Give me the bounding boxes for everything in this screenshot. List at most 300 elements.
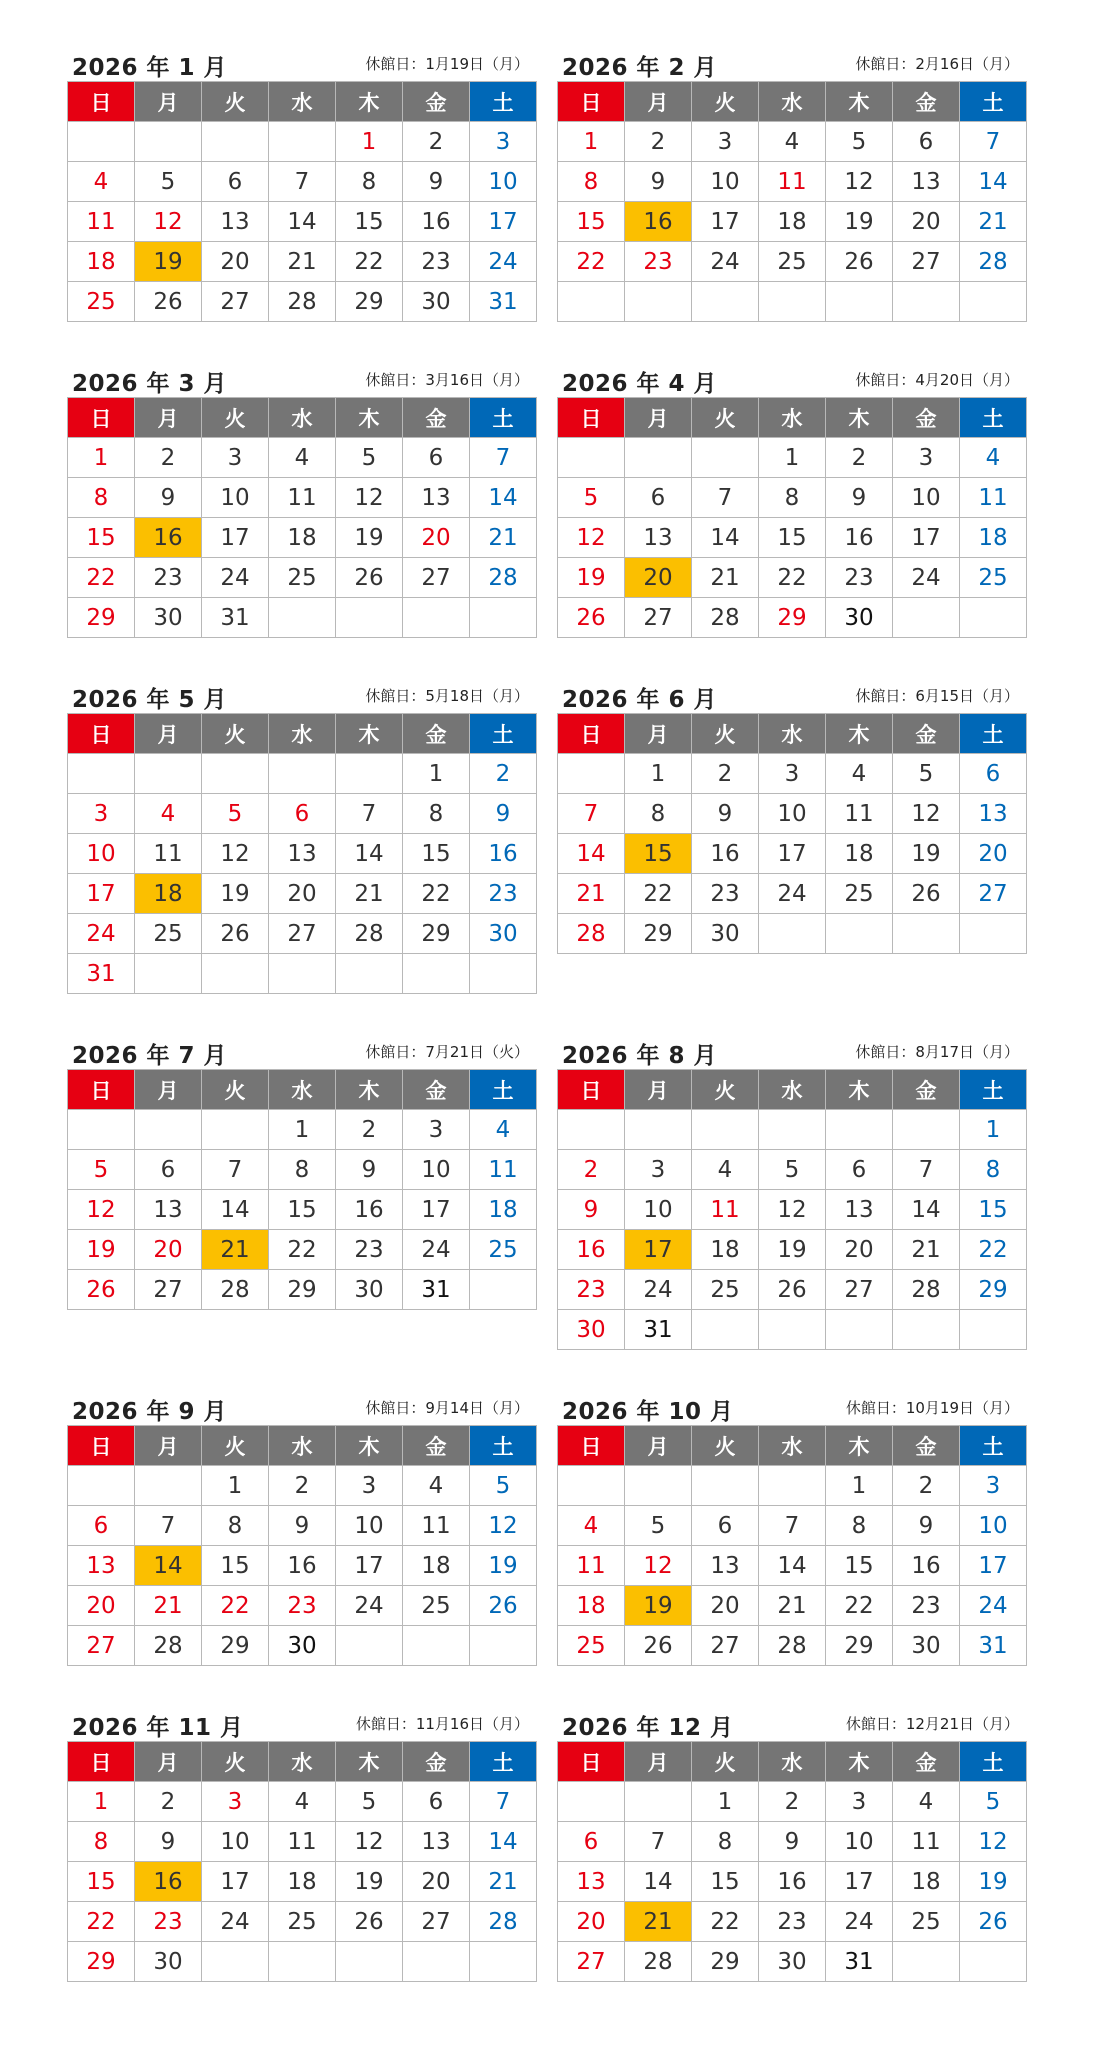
day-cell: 22 xyxy=(403,874,470,914)
weekday-header: 日 xyxy=(558,1742,625,1782)
week-row xyxy=(558,1546,1027,1586)
empty-cell xyxy=(558,754,625,794)
day-cell: 22 xyxy=(202,1586,269,1626)
empty-cell xyxy=(960,1310,1027,1350)
day-cell: 13 xyxy=(135,1190,202,1230)
day-cell: 4 xyxy=(68,162,135,202)
day-cell: 12 xyxy=(759,1190,826,1230)
day-cell: 22 xyxy=(336,242,403,282)
week-row xyxy=(558,518,1027,558)
week-row xyxy=(68,1230,537,1270)
weekday-header: 日 xyxy=(68,1070,135,1110)
day-cell: 3 xyxy=(68,794,135,834)
day-cell: 26 xyxy=(625,1626,692,1666)
day-cell: 26 xyxy=(960,1902,1027,1942)
day-cell: 27 xyxy=(558,1942,625,1982)
day-cell: 4 xyxy=(135,794,202,834)
empty-cell xyxy=(269,954,336,994)
day-cell: 4 xyxy=(692,1150,759,1190)
empty-cell xyxy=(960,1942,1027,1982)
day-cell: 12 xyxy=(470,1506,537,1546)
day-cell: 18 xyxy=(692,1230,759,1270)
day-cell: 22 xyxy=(759,558,826,598)
empty-cell xyxy=(470,954,537,994)
weekday-header: 木 xyxy=(336,1070,403,1110)
day-cell: 16 xyxy=(336,1190,403,1230)
weekday-header-row xyxy=(558,1742,1027,1782)
day-cell: 20 xyxy=(692,1586,759,1626)
day-cell: 27 xyxy=(826,1270,893,1310)
month-header xyxy=(67,1391,537,1425)
weekday-header: 月 xyxy=(135,1070,202,1110)
day-cell: 26 xyxy=(826,242,893,282)
day-cell: 19 xyxy=(893,834,960,874)
empty-cell xyxy=(692,1110,759,1150)
empty-cell xyxy=(269,1942,336,1982)
day-cell: 29 xyxy=(625,914,692,954)
day-cell: 19 xyxy=(336,518,403,558)
weekday-header: 土 xyxy=(960,398,1027,438)
day-cell: 15 xyxy=(336,202,403,242)
weekday-header-row xyxy=(68,714,537,754)
day-cell: 25 xyxy=(960,558,1027,598)
weekday-header: 日 xyxy=(68,398,135,438)
day-cell: 1 xyxy=(625,754,692,794)
day-cell: 27 xyxy=(135,1270,202,1310)
week-row xyxy=(68,1506,537,1546)
empty-cell xyxy=(893,1110,960,1150)
weekday-header: 日 xyxy=(558,398,625,438)
day-cell: 10 xyxy=(960,1506,1027,1546)
week-row xyxy=(558,242,1027,282)
month-grid xyxy=(557,1425,1027,1666)
day-cell: 26 xyxy=(759,1270,826,1310)
empty-cell xyxy=(625,1110,692,1150)
week-row xyxy=(558,874,1027,914)
closed-day-note: 休館日：7月21日（火） xyxy=(365,1043,529,1061)
month-grid xyxy=(67,397,537,638)
empty-cell xyxy=(336,598,403,638)
day-cell: 27 xyxy=(893,242,960,282)
weekday-header: 日 xyxy=(68,1742,135,1782)
empty-cell xyxy=(336,954,403,994)
day-cell: 19 xyxy=(759,1230,826,1270)
day-cell: 24 xyxy=(202,558,269,598)
day-cell: 29 xyxy=(68,598,135,638)
day-cell: 15 xyxy=(403,834,470,874)
empty-cell xyxy=(68,754,135,794)
day-cell: 8 xyxy=(826,1506,893,1546)
day-cell: 1 xyxy=(68,1782,135,1822)
empty-cell xyxy=(135,122,202,162)
weekday-header: 木 xyxy=(336,82,403,122)
weekday-header-row xyxy=(68,1742,537,1782)
weekday-header: 水 xyxy=(759,82,826,122)
month-title: 2026 年 1 月 xyxy=(72,55,228,81)
day-cell: 3 xyxy=(692,122,759,162)
day-cell: 10 xyxy=(893,478,960,518)
weekday-header: 土 xyxy=(960,82,1027,122)
empty-cell xyxy=(826,1310,893,1350)
day-cell: 2 xyxy=(135,438,202,478)
closed-day-cell: 17 xyxy=(625,1230,692,1270)
day-cell: 5 xyxy=(558,478,625,518)
day-cell: 22 xyxy=(692,1902,759,1942)
day-cell: 14 xyxy=(336,834,403,874)
weekday-header: 火 xyxy=(202,1742,269,1782)
day-cell: 23 xyxy=(135,1902,202,1942)
empty-cell xyxy=(269,754,336,794)
day-cell: 6 xyxy=(68,1506,135,1546)
day-cell: 29 xyxy=(68,1942,135,1982)
day-cell: 29 xyxy=(202,1626,269,1666)
weekday-header: 月 xyxy=(625,398,692,438)
month-title: 2026 年 3 月 xyxy=(72,371,228,397)
day-cell: 25 xyxy=(135,914,202,954)
week-row xyxy=(558,202,1027,242)
day-cell: 7 xyxy=(269,162,336,202)
day-cell: 10 xyxy=(759,794,826,834)
day-cell: 4 xyxy=(893,1782,960,1822)
empty-cell xyxy=(336,1942,403,1982)
day-cell: 21 xyxy=(336,874,403,914)
empty-cell xyxy=(960,598,1027,638)
day-cell: 29 xyxy=(336,282,403,322)
day-cell: 21 xyxy=(470,1862,537,1902)
weekday-header: 水 xyxy=(269,1070,336,1110)
empty-cell xyxy=(68,1466,135,1506)
day-cell: 10 xyxy=(826,1822,893,1862)
week-row xyxy=(68,1626,537,1666)
day-cell: 3 xyxy=(403,1110,470,1150)
week-row xyxy=(68,1110,537,1150)
week-row xyxy=(68,1862,537,1902)
month-calendar xyxy=(67,47,537,322)
empty-cell xyxy=(960,282,1027,322)
day-cell: 6 xyxy=(960,754,1027,794)
empty-cell xyxy=(692,1310,759,1350)
day-cell: 13 xyxy=(625,518,692,558)
week-row xyxy=(558,1270,1027,1310)
weekday-header: 日 xyxy=(558,82,625,122)
day-cell: 25 xyxy=(692,1270,759,1310)
weekday-header: 火 xyxy=(692,714,759,754)
weekday-header: 木 xyxy=(826,1742,893,1782)
weekday-header-row xyxy=(68,398,537,438)
weekday-header: 土 xyxy=(470,1742,537,1782)
day-cell: 16 xyxy=(826,518,893,558)
weekday-header: 土 xyxy=(960,1426,1027,1466)
weekday-header: 日 xyxy=(68,1426,135,1466)
day-cell: 15 xyxy=(826,1546,893,1586)
week-row xyxy=(68,834,537,874)
day-cell: 17 xyxy=(893,518,960,558)
day-cell: 16 xyxy=(470,834,537,874)
empty-cell xyxy=(403,598,470,638)
day-cell: 19 xyxy=(470,1546,537,1586)
weekday-header: 木 xyxy=(826,82,893,122)
week-row xyxy=(68,122,537,162)
empty-cell xyxy=(202,954,269,994)
day-cell: 22 xyxy=(960,1230,1027,1270)
day-cell: 4 xyxy=(826,754,893,794)
week-row xyxy=(68,954,537,994)
day-cell: 1 xyxy=(68,438,135,478)
day-cell: 4 xyxy=(759,122,826,162)
day-cell: 25 xyxy=(269,558,336,598)
empty-cell xyxy=(403,954,470,994)
day-cell: 15 xyxy=(68,518,135,558)
weekday-header: 木 xyxy=(826,1070,893,1110)
day-cell: 3 xyxy=(893,438,960,478)
day-cell: 22 xyxy=(68,1902,135,1942)
month-grid xyxy=(557,81,1027,322)
day-cell: 9 xyxy=(893,1506,960,1546)
day-cell: 30 xyxy=(826,598,893,638)
weekday-header: 木 xyxy=(336,398,403,438)
weekday-header: 木 xyxy=(336,1426,403,1466)
day-cell: 10 xyxy=(202,1822,269,1862)
day-cell: 8 xyxy=(269,1150,336,1190)
empty-cell xyxy=(826,282,893,322)
day-cell: 28 xyxy=(692,598,759,638)
weekday-header: 火 xyxy=(692,1742,759,1782)
empty-cell xyxy=(403,1626,470,1666)
day-cell: 27 xyxy=(202,282,269,322)
day-cell: 7 xyxy=(893,1150,960,1190)
day-cell: 26 xyxy=(893,874,960,914)
closed-day-cell: 18 xyxy=(135,874,202,914)
weekday-header: 月 xyxy=(135,1426,202,1466)
day-cell: 20 xyxy=(960,834,1027,874)
day-cell: 9 xyxy=(470,794,537,834)
week-row xyxy=(558,754,1027,794)
empty-cell xyxy=(68,122,135,162)
day-cell: 14 xyxy=(759,1546,826,1586)
day-cell: 11 xyxy=(558,1546,625,1586)
empty-cell xyxy=(759,282,826,322)
day-cell: 28 xyxy=(759,1626,826,1666)
day-cell: 5 xyxy=(68,1150,135,1190)
day-cell: 8 xyxy=(403,794,470,834)
day-cell: 17 xyxy=(826,1862,893,1902)
weekday-header: 日 xyxy=(558,714,625,754)
empty-cell xyxy=(336,754,403,794)
day-cell: 30 xyxy=(470,914,537,954)
empty-cell xyxy=(336,1626,403,1666)
day-cell: 19 xyxy=(960,1862,1027,1902)
month-title: 2026 年 10 月 xyxy=(562,1399,734,1425)
day-cell: 9 xyxy=(403,162,470,202)
day-cell: 22 xyxy=(826,1586,893,1626)
month-header xyxy=(557,1035,1027,1069)
month-calendar xyxy=(557,363,1027,638)
day-cell: 28 xyxy=(470,1902,537,1942)
empty-cell xyxy=(625,282,692,322)
day-cell: 20 xyxy=(403,1862,470,1902)
day-cell: 7 xyxy=(625,1822,692,1862)
day-cell: 5 xyxy=(759,1150,826,1190)
day-cell: 29 xyxy=(692,1942,759,1982)
weekday-header: 日 xyxy=(558,1070,625,1110)
weekday-header: 月 xyxy=(135,82,202,122)
day-cell: 19 xyxy=(826,202,893,242)
day-cell: 2 xyxy=(269,1466,336,1506)
day-cell: 1 xyxy=(269,1110,336,1150)
day-cell: 9 xyxy=(826,478,893,518)
empty-cell xyxy=(403,1942,470,1982)
day-cell: 5 xyxy=(960,1782,1027,1822)
day-cell: 17 xyxy=(759,834,826,874)
empty-cell xyxy=(692,1466,759,1506)
empty-cell xyxy=(893,914,960,954)
week-row xyxy=(558,834,1027,874)
closed-day-note: 休館日：4月20日（月） xyxy=(855,371,1019,389)
month-calendar xyxy=(557,1035,1027,1350)
day-cell: 18 xyxy=(558,1586,625,1626)
day-cell: 13 xyxy=(692,1546,759,1586)
week-row xyxy=(68,1546,537,1586)
day-cell: 6 xyxy=(403,1782,470,1822)
weekday-header: 日 xyxy=(558,1426,625,1466)
day-cell: 5 xyxy=(826,122,893,162)
day-cell: 18 xyxy=(960,518,1027,558)
day-cell: 13 xyxy=(269,834,336,874)
day-cell: 7 xyxy=(960,122,1027,162)
day-cell: 22 xyxy=(269,1230,336,1270)
empty-cell xyxy=(470,1270,537,1310)
day-cell: 19 xyxy=(68,1230,135,1270)
day-cell: 17 xyxy=(403,1190,470,1230)
weekday-header-row xyxy=(68,1070,537,1110)
day-cell: 3 xyxy=(625,1150,692,1190)
week-row xyxy=(558,122,1027,162)
day-cell: 24 xyxy=(625,1270,692,1310)
day-cell: 14 xyxy=(960,162,1027,202)
day-cell: 20 xyxy=(68,1586,135,1626)
weekday-header: 水 xyxy=(269,1426,336,1466)
day-cell: 30 xyxy=(403,282,470,322)
day-cell: 31 xyxy=(202,598,269,638)
day-cell: 30 xyxy=(135,1942,202,1982)
closed-day-cell: 16 xyxy=(135,1862,202,1902)
month-header xyxy=(67,1035,537,1069)
day-cell: 12 xyxy=(336,478,403,518)
closed-day-note: 休館日：9月14日（月） xyxy=(365,1399,529,1417)
day-cell: 2 xyxy=(759,1782,826,1822)
day-cell: 5 xyxy=(202,794,269,834)
day-cell: 11 xyxy=(269,478,336,518)
day-cell: 12 xyxy=(202,834,269,874)
weekday-header: 水 xyxy=(759,714,826,754)
day-cell: 27 xyxy=(625,598,692,638)
closed-day-cell: 19 xyxy=(625,1586,692,1626)
weekday-header: 木 xyxy=(336,1742,403,1782)
day-cell: 3 xyxy=(202,1782,269,1822)
day-cell: 17 xyxy=(202,518,269,558)
day-cell: 28 xyxy=(202,1270,269,1310)
day-cell: 25 xyxy=(68,282,135,322)
day-cell: 18 xyxy=(759,202,826,242)
day-cell: 6 xyxy=(269,794,336,834)
weekday-header: 水 xyxy=(269,82,336,122)
day-cell: 8 xyxy=(558,162,625,202)
month-grid xyxy=(67,1425,537,1666)
weekday-header: 水 xyxy=(269,1742,336,1782)
empty-cell xyxy=(759,914,826,954)
weekday-header: 金 xyxy=(403,82,470,122)
week-row xyxy=(558,1466,1027,1506)
weekday-header: 金 xyxy=(403,398,470,438)
day-cell: 24 xyxy=(403,1230,470,1270)
day-cell: 28 xyxy=(960,242,1027,282)
day-cell: 21 xyxy=(692,558,759,598)
day-cell: 18 xyxy=(470,1190,537,1230)
day-cell: 2 xyxy=(403,122,470,162)
day-cell: 9 xyxy=(558,1190,625,1230)
day-cell: 9 xyxy=(135,478,202,518)
day-cell: 26 xyxy=(135,282,202,322)
empty-cell xyxy=(135,1466,202,1506)
weekday-header: 火 xyxy=(692,398,759,438)
empty-cell xyxy=(470,598,537,638)
day-cell: 2 xyxy=(826,438,893,478)
day-cell: 9 xyxy=(759,1822,826,1862)
closed-day-note: 休館日：10月19日（月） xyxy=(845,1399,1019,1417)
closed-day-note: 休館日：11月16日（月） xyxy=(355,1715,529,1733)
weekday-header: 金 xyxy=(893,398,960,438)
closed-day-cell: 16 xyxy=(625,202,692,242)
day-cell: 2 xyxy=(470,754,537,794)
day-cell: 13 xyxy=(826,1190,893,1230)
weekday-header: 水 xyxy=(759,1426,826,1466)
day-cell: 13 xyxy=(960,794,1027,834)
month-header xyxy=(67,363,537,397)
day-cell: 11 xyxy=(692,1190,759,1230)
week-row xyxy=(68,438,537,478)
day-cell: 12 xyxy=(826,162,893,202)
week-row xyxy=(558,1902,1027,1942)
day-cell: 25 xyxy=(558,1626,625,1666)
day-cell: 10 xyxy=(470,162,537,202)
day-cell: 2 xyxy=(135,1782,202,1822)
month-header xyxy=(67,1707,537,1741)
day-cell: 7 xyxy=(692,478,759,518)
day-cell: 5 xyxy=(135,162,202,202)
weekday-header: 土 xyxy=(960,1070,1027,1110)
day-cell: 2 xyxy=(893,1466,960,1506)
closed-day-cell: 19 xyxy=(135,242,202,282)
empty-cell xyxy=(202,1110,269,1150)
day-cell: 25 xyxy=(269,1902,336,1942)
day-cell: 28 xyxy=(336,914,403,954)
weekday-header: 金 xyxy=(403,1742,470,1782)
day-cell: 23 xyxy=(336,1230,403,1270)
day-cell: 8 xyxy=(68,1822,135,1862)
week-row xyxy=(558,1110,1027,1150)
day-cell: 4 xyxy=(960,438,1027,478)
day-cell: 23 xyxy=(135,558,202,598)
weekday-header: 水 xyxy=(759,1070,826,1110)
month-title: 2026 年 5 月 xyxy=(72,687,228,713)
empty-cell xyxy=(558,438,625,478)
day-cell: 8 xyxy=(625,794,692,834)
day-cell: 9 xyxy=(625,162,692,202)
day-cell: 3 xyxy=(336,1466,403,1506)
day-cell: 14 xyxy=(470,478,537,518)
day-cell: 25 xyxy=(759,242,826,282)
day-cell: 7 xyxy=(135,1506,202,1546)
